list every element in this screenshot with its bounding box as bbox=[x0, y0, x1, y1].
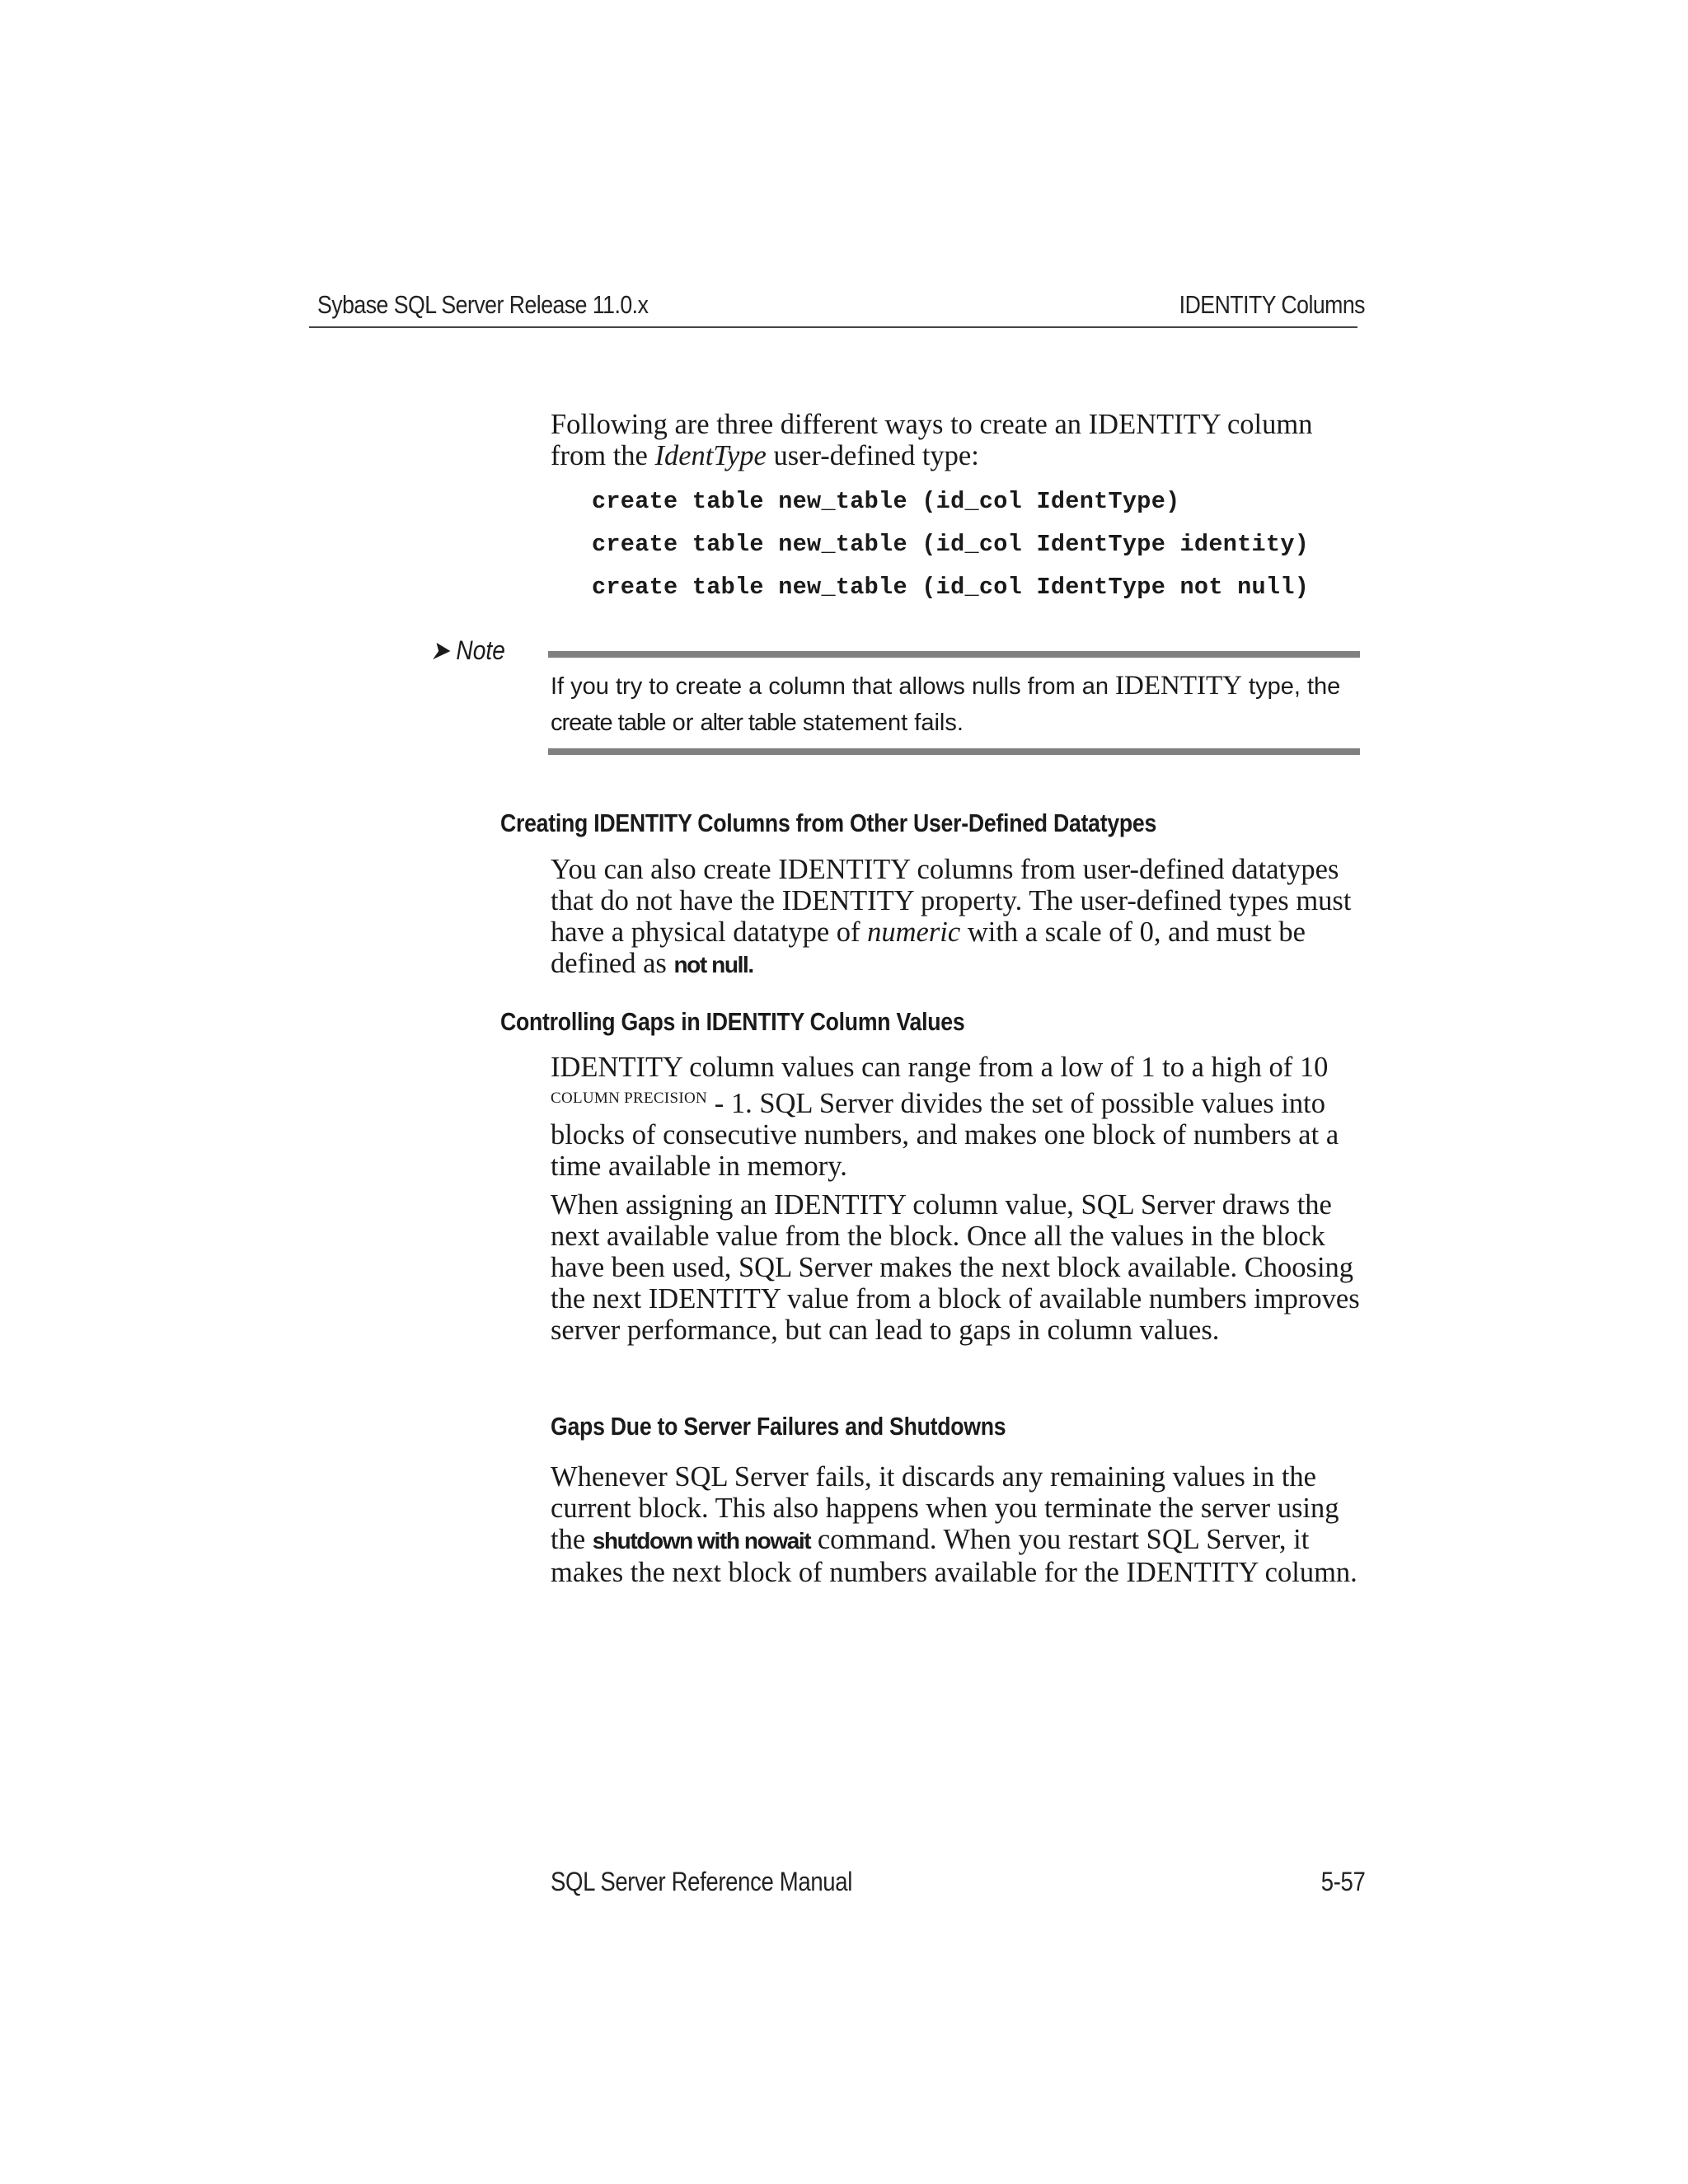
section1-paragraph bbox=[551, 854, 1367, 981]
intro-text-1: Following are three different ways to create an IDENTITY column from the bbox=[551, 409, 1313, 471]
note-text-3: or bbox=[665, 710, 701, 736]
code-line-2: create table new_table (id_col IdentType identity) bbox=[592, 531, 1310, 558]
note-identity: IDENTITY bbox=[1115, 671, 1242, 701]
section-heading-controlling-gaps: Controlling Gaps in IDENTITY Column Values bbox=[500, 1007, 965, 1036]
section1-text-1: You can also create IDENTITY columns from user-defined datatypes that do not have the IDENTITY property. The user-defined types must have a physical datatype of bbox=[551, 854, 1352, 948]
running-header-right: IDENTITY Columns bbox=[1179, 290, 1365, 319]
intro-type-name: IdentType bbox=[654, 440, 767, 471]
note-text bbox=[551, 668, 1367, 741]
note-label bbox=[430, 635, 505, 666]
note-cmd-create-table: create table bbox=[551, 710, 666, 736]
intro-text-2: user-defined type: bbox=[766, 440, 979, 471]
note-label-text: Note bbox=[456, 635, 505, 665]
section1-not-null: not null. bbox=[673, 952, 753, 977]
section2-text-1: IDENTITY column values can range from a low of 1 to a high of 10 bbox=[551, 1052, 1329, 1083]
section3-text-2: command. When you restart SQL Server, it makes the next block of numbers available for the IDENTITY column. bbox=[551, 1524, 1357, 1588]
section2-paragraph-1 bbox=[551, 1052, 1367, 1182]
note-top-rule bbox=[548, 651, 1360, 658]
section3-text-1: Whenever SQL Server fails, it discards any remaining values in the current block. This also happens when you terminate the server using the bbox=[551, 1461, 1339, 1555]
section2-text-2: - 1. SQL Server divides the set of possible values into blocks of consecutive numbers, and makes one block of numbers at a time available in memory. bbox=[551, 1088, 1339, 1182]
note-bottom-rule bbox=[548, 748, 1360, 755]
section1-text-2: with a scale of 0, and must be defined as bbox=[551, 916, 1306, 979]
code-line-3: create table new_table (id_col IdentType not null) bbox=[592, 574, 1310, 601]
section3-paragraph bbox=[551, 1461, 1367, 1588]
note-text-2: type, the bbox=[1241, 673, 1341, 700]
running-header-left: Sybase SQL Server Release 11.0.x bbox=[317, 290, 649, 319]
note-cmd-alter-table: alter table bbox=[700, 710, 796, 736]
note-text-1: If you try to create a column that allows nulls from an bbox=[551, 673, 1116, 700]
section1-numeric: numeric bbox=[867, 916, 961, 948]
section2-paragraph-2: When assigning an IDENTITY column value, SQL Server draws the next available value from the block. Once all the values in the block have been used, SQL Server makes the next block available. Choosing the next IDENTITY value from a block of available numbers improves server performance, but can lead to gaps in column values. bbox=[551, 1189, 1360, 1346]
section-heading-user-defined: Creating IDENTITY Columns from Other User-Defined Datatypes bbox=[500, 808, 1157, 837]
section3-cmd-shutdown: shutdown with nowait bbox=[592, 1528, 811, 1554]
intro-paragraph bbox=[551, 409, 1367, 471]
running-footer-left: SQL Server Reference Manual bbox=[551, 1867, 852, 1896]
code-line-1: create table new_table (id_col IdentType) bbox=[592, 488, 1180, 515]
note-text-4: statement fails. bbox=[795, 710, 964, 736]
header-rule bbox=[309, 326, 1357, 328]
page-number: 5-57 bbox=[1320, 1867, 1365, 1896]
note-arrow-icon: ➤ bbox=[430, 635, 450, 665]
column-precision-superscript: COLUMN PRECISION bbox=[551, 1090, 708, 1107]
section-heading-server-failures: Gaps Due to Server Failures and Shutdowns bbox=[551, 1412, 1006, 1441]
